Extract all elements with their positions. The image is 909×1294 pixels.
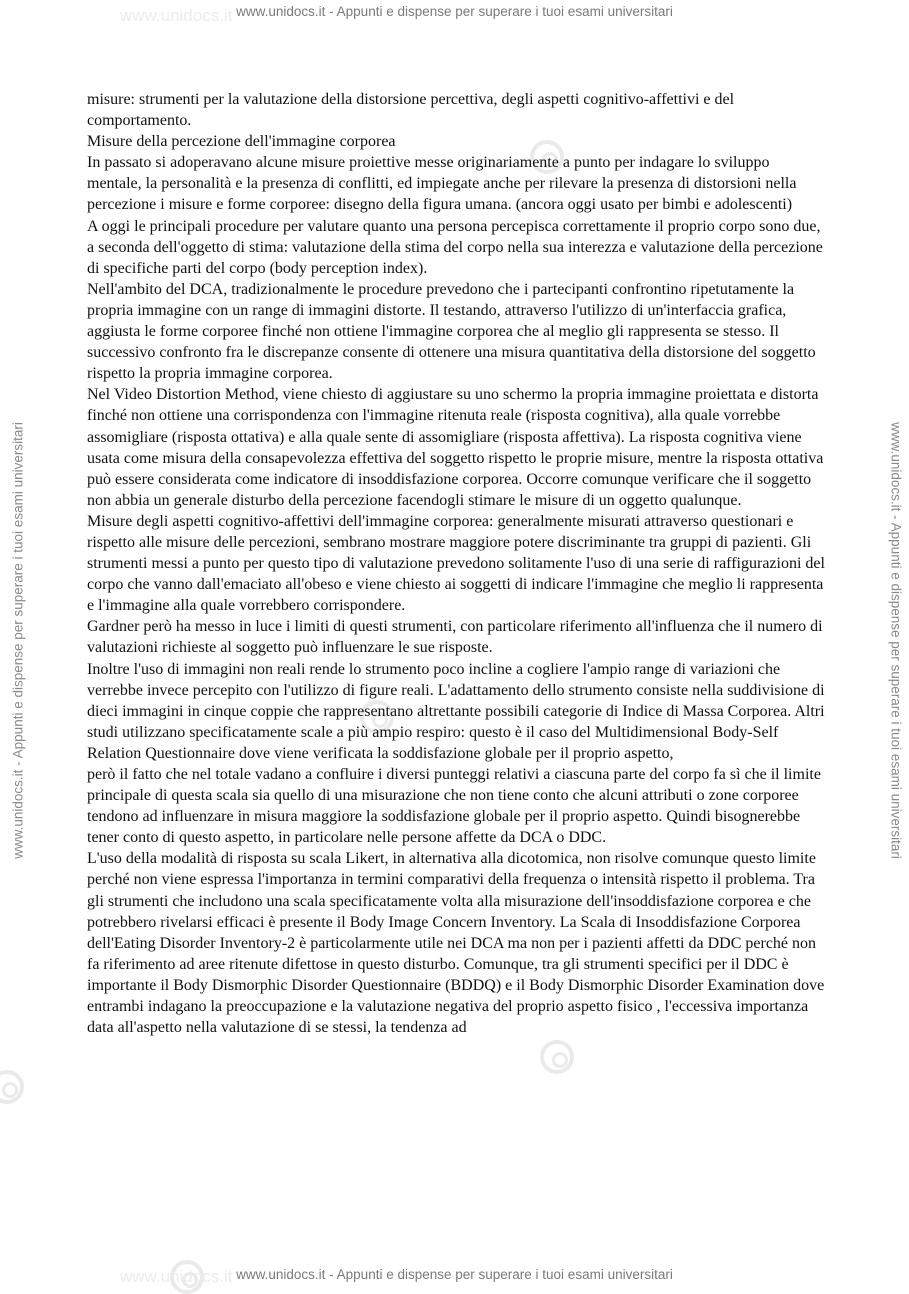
paragraph: misure: strumenti per la valutazione della distorsione percettiva, degli aspetti cognitivo-affettivi e del comportamento. xyxy=(87,91,735,130)
paragraph: A oggi le principali procedure per valutare quanto una persona percepisca correttamente il proprio corpo sono due, a seconda dell'oggetto di stima: valutazione della stima del corpo nella sua interezza e valutazione della percezione di specifiche parti del corpo (body perception index). xyxy=(87,217,823,277)
document-body xyxy=(87,89,827,1038)
unidocs-logo-icon xyxy=(540,1040,574,1074)
left-side-watermark: www.unidocs.it - Appunti e dispense per superare i tuoi esami universitari xyxy=(10,422,26,859)
watermark-ghost: www.unidocs.it xyxy=(120,1267,233,1286)
paragraph: Inoltre l'uso di immagini non reali rende lo strumento poco incline a cogliere l'ampio range di variazioni che verrebbe invece percepito con l'utilizzo di figure reali. L'adattamento dello strumento consiste nella suddivisione di dieci immagini in cinque coppie che rappresentano altrettante possibili categorie di Indice di Massa Corporea. Altri studi utilizzano specificatamente scale a più ampio respiro: questo è il caso del Multidimensional Body-Self Relation Questionnaire dove viene verificata la soddisfazione globale per il proprio aspetto, xyxy=(87,660,825,762)
paragraph: Misure degli aspetti cognitivo-affettivi dell'immagine corporea: generalmente misurati attraverso questionari e rispetto alle misure delle percezioni, sembrano mostrare maggiore potere discriminante tra gruppi di pazienti. Gli strumenti messi a punto per questo tipo di valutazione prevedono solitamente l'uso di una serie di raffigurazioni del corpo che vanno dall'emaciato all'obeso e viene chiesto ai soggetti di indicare l'immagine che meglio li rappresenta e l'immagine alla quale vorrebbero corrispondere. xyxy=(87,512,825,615)
paragraph: In passato si adoperavano alcune misure proiettive messe originariamente a punto per indagare lo sviluppo mentale, la personalità e la presenza di conflitti, ed impiegate anche per rilevare la presenza di distorsioni nella percezione i misure e forme corporee: disegno della figura umana. (ancora oggi usato per bimbi e adolescenti) xyxy=(87,154,797,214)
paragraph: Nell'ambito del DCA, tradizionalmente le procedure prevedono che i partecipanti confrontino ripetutamente la propria immagine con un range di immagini distorte. Il testando, attraverso l'utilizzo di un'interfaccia grafica, aggiusta le forme corporee finché non ottiene l'immagine corporea che al meglio gli rappresenta se stesso. Il successivo confronto fra le discrepanze consente di ottenere una misura quantitativa della distorsione del soggetto rispetto la propria immagine corporea. xyxy=(87,280,816,383)
unidocs-logo-icon xyxy=(0,1070,24,1104)
footer-watermark: www.unidocs.it - Appunti e dispense per superare i tuoi esami universitari xyxy=(236,1267,673,1282)
paragraph: Nel Video Distortion Method, viene chiesto di aggiustare su uno schermo la propria immagine proiettata e distorta finché non ottiene una corrispondenza con l'immagine ritenuta reale (risposta cognitiva), alla quale vorrebbe assomigliare (risposta ottativa) e alla quale sente di assomigliare (risposta affettiva). La risposta cognitiva viene usata come misura della consapevolezza effettiva del soggetto rispetto le proprie misure, mentre la risposta ottativa può essere considerata come indicatore di insoddisfazione corporea. Occorre comunque verificare che il soggetto non abbia un generale disturbo della percezione facendogli stimare le misure di un oggetto qualunque. xyxy=(87,386,824,509)
watermark-ghost: www.unidocs.it xyxy=(120,6,233,25)
paragraph: L'uso della modalità di risposta su scala Likert, in alternativa alla dicotomica, non risolve comunque questo limite perché non viene espressa l'importanza in termini comparativi della frequenza o intensità rispetto il problema. Tra gli strumenti che includono una scala specificatamente volta alla misurazione dell'insoddisfazione corporea e che potrebbero rivelarsi efficaci è presente il Body Image Concern Inventory. La Scala di Insoddisfazione Corporea dell'Eating Disorder Inventory-2 è particolarmente utile nei DCA ma non per i pazienti affetti da DDC perché non fa riferimento ad aree ritenute difettose in questo disturbo. Comunque, tra gli strumenti specifici per il DDC è importante il Body Dismorphic Disorder Questionnaire (BDDQ) e il Body Dismorphic Disorder Examination dove entrambi indagano la preoccupazione e la valutazione negativa del proprio aspetto fisico , l'eccessiva importanza data all'aspetto nella valutazione di se stessi, la tendenza ad xyxy=(87,850,825,1037)
right-side-watermark: www.unidocs.it - Appunti e dispense per superare i tuoi esami universitari xyxy=(888,422,904,859)
paragraph: però il fatto che nel totale vadano a confluire i diversi punteggi relativi a ciascuna parte del corpo fa sì che il limite principale di questa scala sia quello di una misurazione che non tiene conto che alcuni attributi o zone corporee tendono ad influenzare in misura maggiore la soddisfazione globale per il proprio aspetto. Quindi bisognerebbe tener conto di questo aspetto, in particolare nelle persone affette da DCA o DDC. xyxy=(87,766,821,847)
section-heading: Misure della percezione dell'immagine corporea xyxy=(87,133,396,151)
header-watermark: www.unidocs.it - Appunti e dispense per superare i tuoi esami universitari xyxy=(236,4,673,19)
paragraph: Gardner però ha messo in luce i limiti di questi strumenti, con particolare riferimento all'influenza che il numero di valutazioni richieste al soggetto può influenzare le sue risposte. xyxy=(87,618,823,657)
